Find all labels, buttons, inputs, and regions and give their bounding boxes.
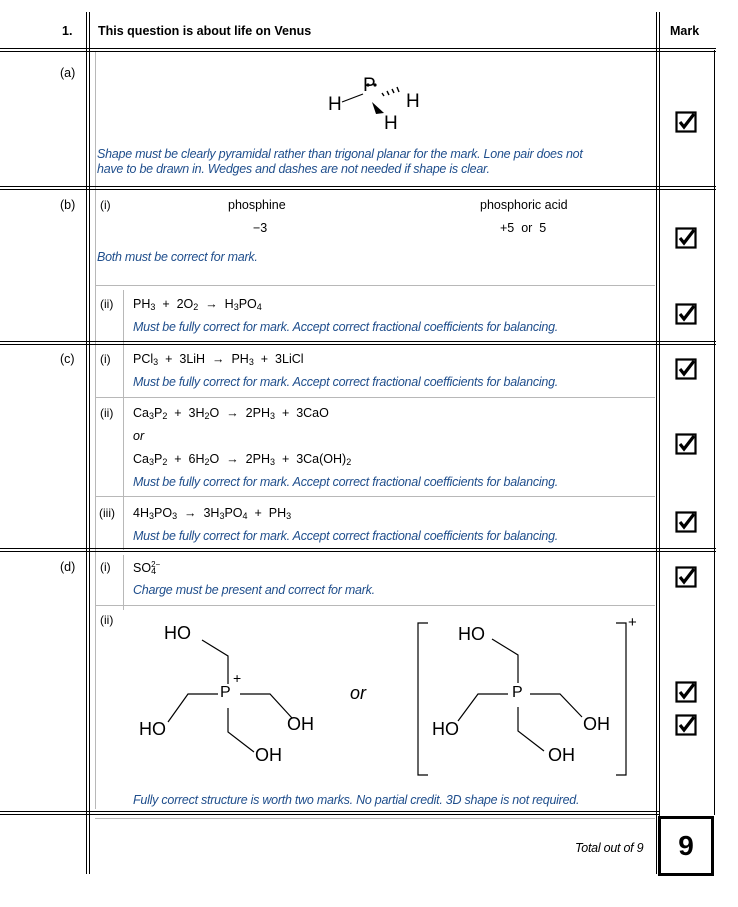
part-d-ii-label: (ii): [100, 613, 114, 627]
part-d-ii-note: Fully correct structure is worth two marks. No partial credit. 3D shape is not required.: [133, 793, 580, 807]
part-c-iii-label: (iii): [99, 506, 115, 520]
total-score-box: 9: [658, 816, 714, 876]
mark-column-heading: Mark: [670, 24, 700, 38]
p-atom-label: P: [220, 684, 231, 701]
ho-left-label: HO: [139, 719, 166, 739]
p-atom-label: P: [512, 684, 523, 701]
part-d-i-label: (i): [100, 560, 111, 574]
equation-c-ii-first: $Ca_3P_2 + 3H_2O \to 2PH_3 + 3CaO$: [133, 406, 329, 421]
positive-charge: +: [628, 614, 637, 631]
part-b-ii-note: Must be fully correct for mark. Accept correct fractional coefficients for balancing.: [133, 320, 558, 334]
part-b-i-note: Both must be correct for mark.: [97, 250, 258, 264]
part-a-label: (a): [60, 66, 76, 80]
part-c-iii-note: Must be fully correct for mark. Accept correct fractional coefficients for balancing.: [133, 529, 558, 543]
checked-box-icon: [675, 681, 697, 703]
hydrogen-right: H: [406, 91, 420, 112]
checked-box-icon: [675, 566, 697, 588]
phosphine-heading: phosphine: [228, 198, 286, 212]
equation-c-i: $PCl_3 + 3LiH \to PH_3$ + 3LiCl: [133, 352, 304, 367]
oh-bottom-label: OH: [255, 745, 282, 765]
phosphine-oxidation-state: −3: [253, 221, 268, 235]
equation-c-ii-second: $Ca_3P_2 + 6H_2O \to 2PH_3 + 3Ca(OH)_2$: [133, 452, 352, 467]
hydrogen-bottom: H: [384, 113, 398, 134]
checked-box-icon: [675, 511, 697, 533]
oh-right-label: OH: [583, 714, 610, 734]
part-d-label: (d): [60, 560, 76, 574]
part-c-i-label: (i): [100, 352, 111, 366]
part-d-i-note: Charge must be present and correct for mark.: [133, 583, 375, 597]
checked-box-icon: [675, 433, 697, 455]
checked-box-icon: [675, 714, 697, 736]
oh-bottom-label: OH: [548, 745, 575, 765]
equation-b-ii: $PH_3 + 2O_2 \to H_3PO_4$: [133, 297, 262, 312]
checked-box-icon: [675, 111, 697, 133]
part-a-note: Shape must be clearly pyramidal rather than trigonal planar for the mark. Lone pair does not have to be drawn in. Wedges and dashes are not needed if shape is clear.: [97, 147, 583, 176]
question-number: 1.: [62, 24, 73, 38]
part-b-i-label: (i): [100, 198, 111, 212]
phosphoric-acid-oxidation-state: +5 or 5: [500, 221, 547, 235]
total-label: Total out of 9: [575, 841, 644, 855]
part-b-label: (b): [60, 198, 76, 212]
hydrogen-left: H: [328, 94, 342, 115]
positive-charge: +: [233, 670, 242, 686]
part-c-i-note: Must be fully correct for mark. Accept correct fractional coefficients for balancing.: [133, 375, 558, 389]
or-separator: or: [133, 429, 145, 443]
checked-box-icon: [675, 227, 697, 249]
checked-box-icon: [675, 358, 697, 380]
phosphorus-atom: P: [363, 75, 376, 96]
ho-left-label: HO: [432, 719, 459, 739]
question-title: This question is about life on Venus: [98, 24, 312, 38]
part-c-label: (c): [60, 352, 75, 366]
part-b-ii-label: (ii): [100, 297, 114, 311]
part-c-ii-note: Must be fully correct for mark. Accept correct fractional coefficients for balancing.: [133, 475, 558, 489]
checked-box-icon: [675, 303, 697, 325]
ho-top-label: HO: [164, 623, 191, 643]
ho-top-label: HO: [458, 624, 485, 644]
part-c-ii-label: (ii): [100, 406, 114, 420]
or-between-structures: or: [350, 683, 367, 703]
sulfate-formula: $SO_4^{2-}$: [133, 560, 161, 576]
oh-right-label: OH: [287, 714, 314, 734]
phosphoric-acid-heading: phosphoric acid: [480, 198, 568, 212]
equation-c-iii: $4H_3PO_3 \to 3H_3PO_4 + PH_3$: [133, 506, 292, 521]
